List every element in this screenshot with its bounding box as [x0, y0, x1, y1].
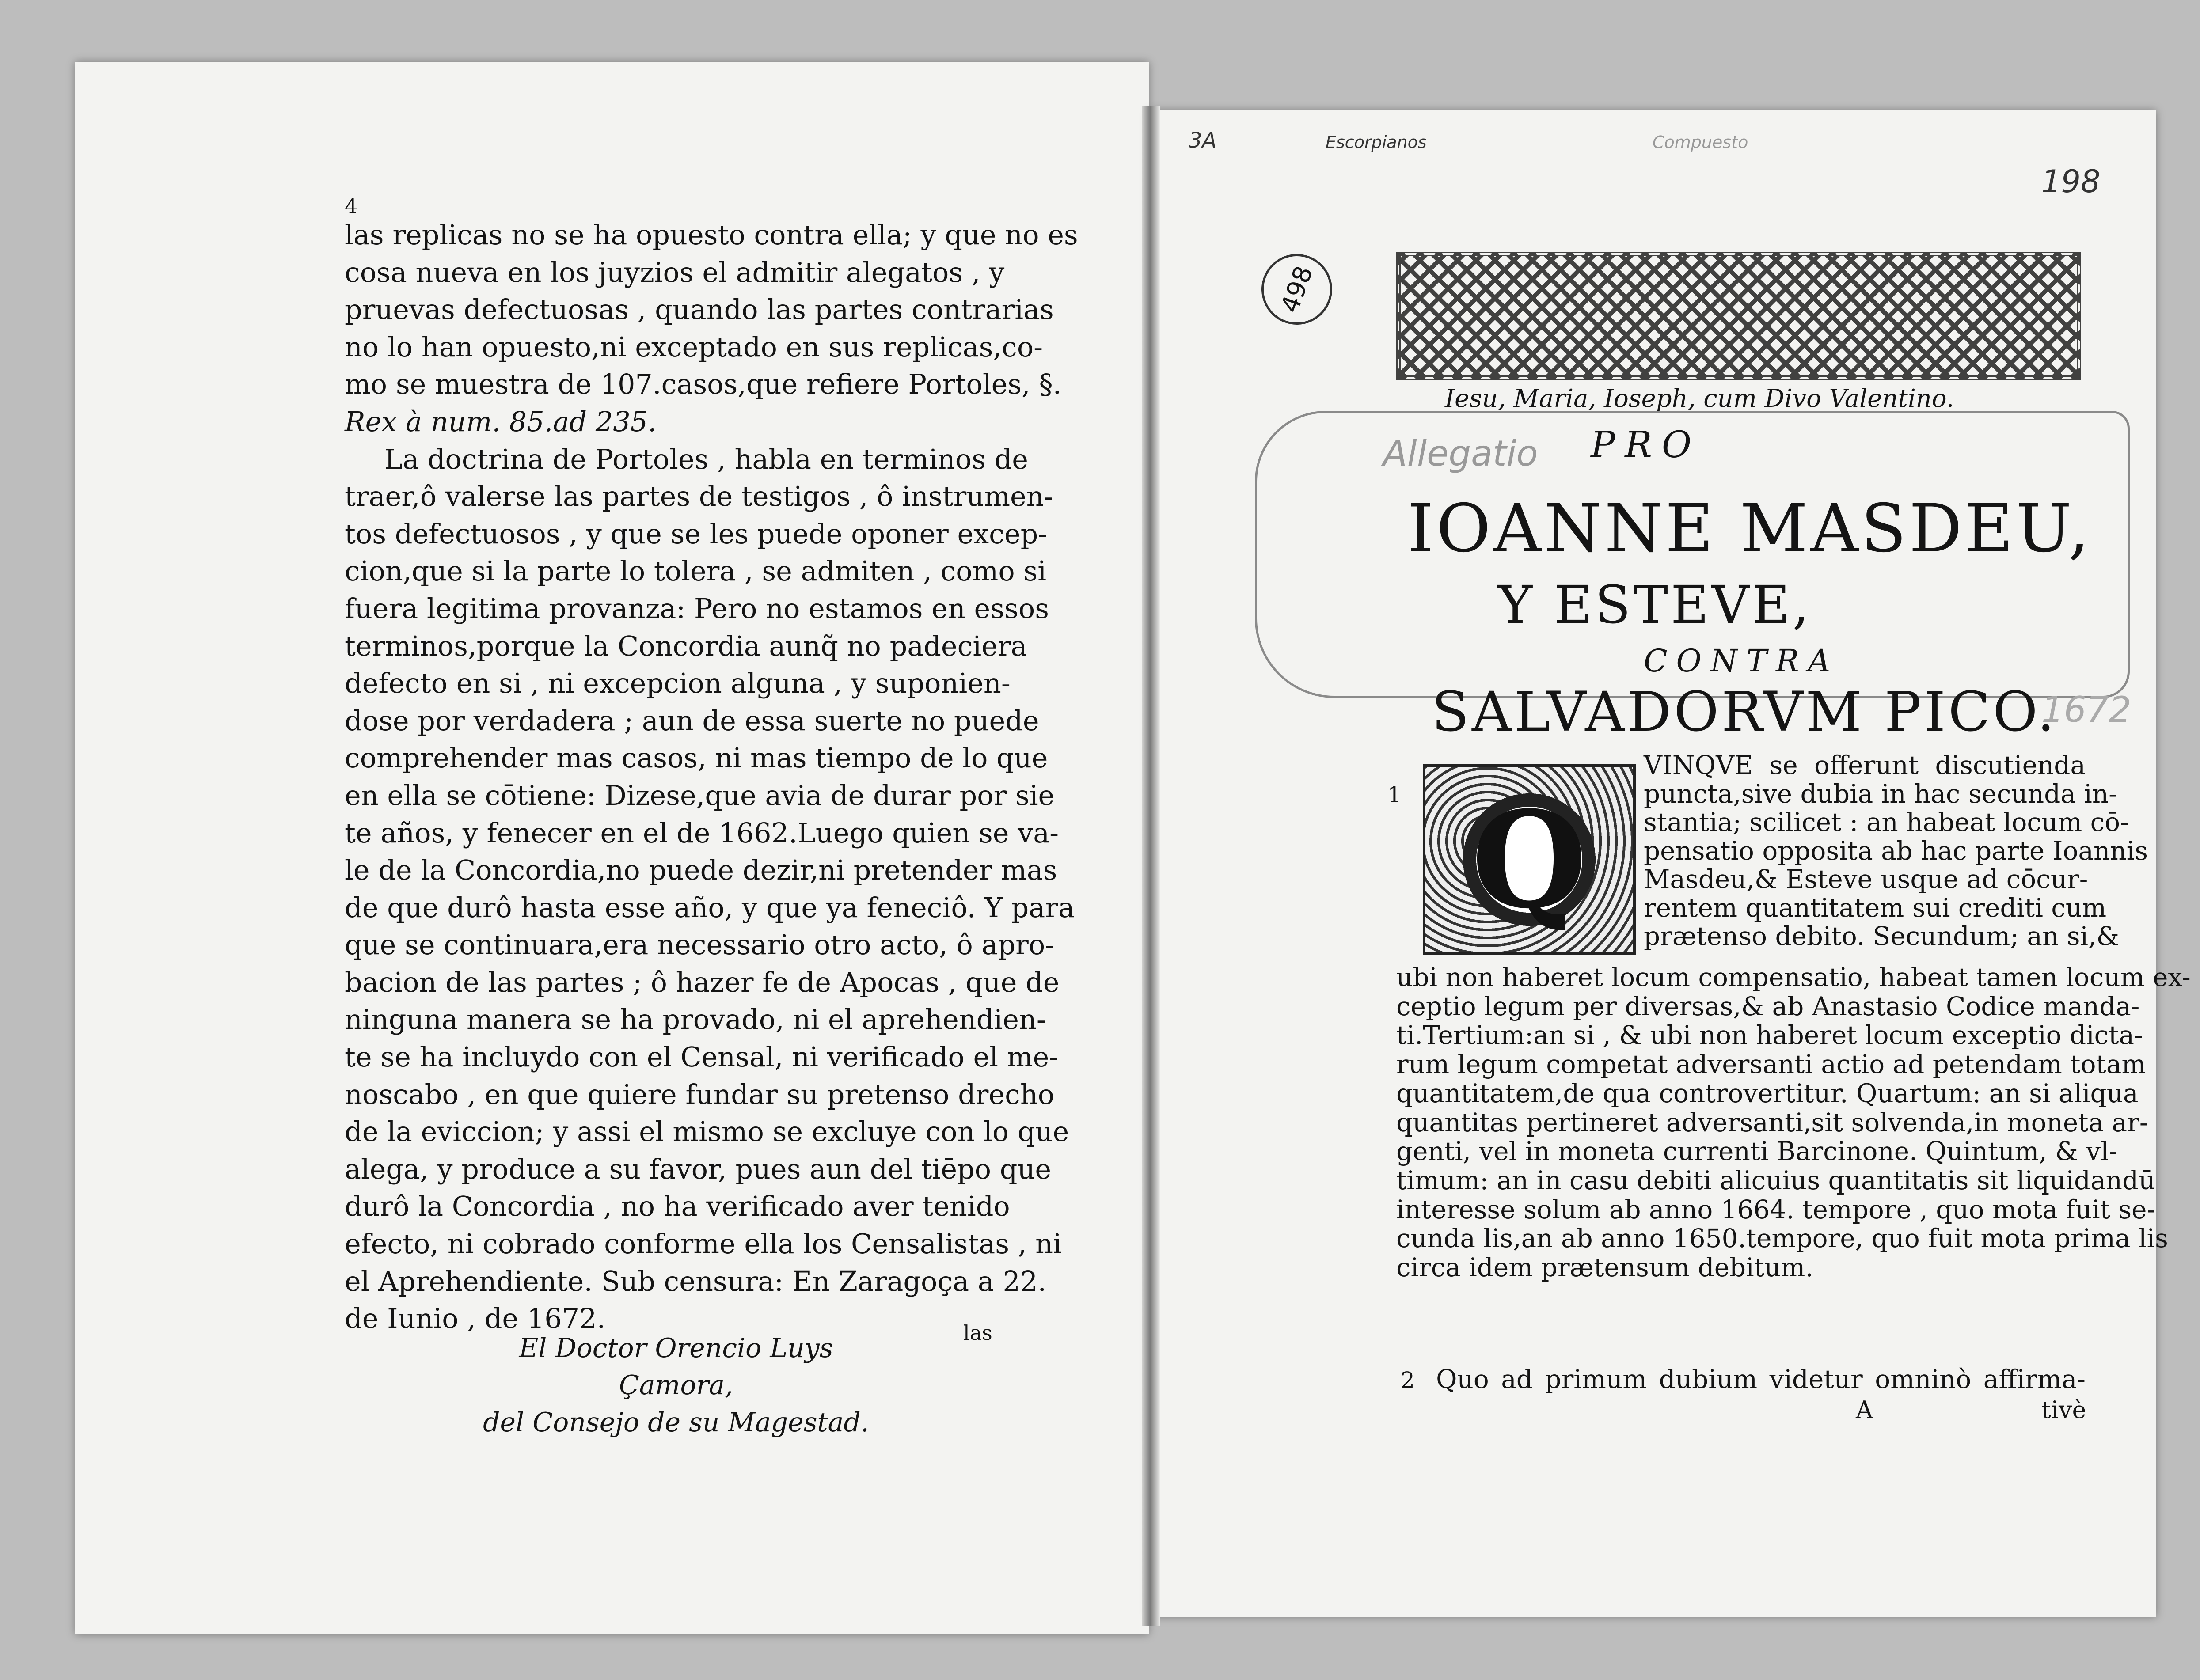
title-name-pico: SALVADORVM PICO. — [1432, 680, 2057, 744]
text-line: circa idem prætensum debitum. — [1396, 1252, 1813, 1283]
text-line: quantitatem,de qua controvertitur. Quartum: an si aliqua — [1396, 1078, 2139, 1108]
text-line: La doctrina de Portoles , habla en terminos de — [384, 443, 1028, 475]
text-line: durô la Concordia , no ha verificado aver tenido — [345, 1190, 1010, 1223]
signature-mark: A — [1856, 1396, 1873, 1424]
text-line: noscabo , en que quiere fundar su pretenso drecho — [345, 1078, 1055, 1111]
ornamental-headpiece — [1396, 252, 2081, 380]
text-line: cosa nueva en los juyzios el admitir alegatos , y — [345, 256, 1005, 288]
text-line: timum: an in casu debiti alicuius quantitatis sit liquidandū — [1396, 1165, 2155, 1195]
text-line: rentem quantitatem sui crediti cum — [1644, 892, 2107, 923]
text-line: en ella se cōtiene: Dizese,que avia de durar por sie — [345, 779, 1055, 812]
text-line: de Iunio , de 1672. — [345, 1302, 606, 1335]
signature-name: El Doctor Orencio Luys Çamora, — [519, 1333, 833, 1401]
page-number: 4 — [345, 194, 358, 218]
invocation-line: Iesu, Maria, Ioseph, cum Divo Valentino. — [1445, 384, 1954, 413]
text-line: ceptio legum per diversas,& ab Anastasio Codice manda- — [1396, 991, 2140, 1021]
text-line: pensatio opposita ab hac parte Ioannis — [1644, 835, 2148, 866]
decorated-drop-cap: Q — [1423, 764, 1636, 955]
text-line: comprehender mas casos, ni mas tiempo de lo que — [345, 742, 1048, 774]
text-line: traer,ô valerse las partes de testigos , ô instrumen- — [345, 480, 1053, 513]
text-line: no lo han opuesto,ni exceptado en sus replicas,co- — [345, 330, 1043, 363]
book-spine — [1142, 106, 1160, 1626]
title-name-esteve: Y ESTEVE, — [1498, 574, 1812, 635]
text-line: el Aprehendiente. Sub censura: En Zaragoça a 22. — [345, 1265, 1047, 1297]
text-line: ubi non haberet locum compensatio, habeat tamen locum ex- — [1396, 962, 2191, 992]
text-line: Rex à num. 85.ad 235. — [345, 405, 657, 438]
paragraph-marker-2: 2 — [1401, 1367, 1415, 1393]
right-page-body — [1396, 962, 2191, 1283]
left-page-body — [345, 216, 1078, 1338]
margin-year: 1672 — [2041, 689, 2132, 730]
text-line: puncta,sive dubia in hac secunda in- — [1644, 778, 2117, 809]
text-line: prætenso debito. Secundum; an si,& — [1644, 921, 2120, 951]
text-line: de la eviccion; y assi el mismo se excluye con lo que — [345, 1115, 1069, 1148]
text-line: ninguna manera se ha provado, ni el aprehendien- — [345, 1003, 1046, 1036]
text-line: pruevas defectuosas , quando las partes contrarias — [345, 293, 1054, 326]
text-line: mo se muestra de 107.casos,que refiere Portoles, §. — [345, 368, 1062, 401]
paragraph-marker-1: 1 — [1387, 782, 1402, 808]
right-page-last-line: Quo ad primum dubium videtur omninò affirma- — [1436, 1364, 2086, 1394]
title-contra: CONTRA — [1644, 643, 1839, 679]
text-line: rum legum competat adversanti actio ad petendam totam — [1396, 1049, 2146, 1080]
signature-title: del Consejo de su Magestad. — [483, 1407, 869, 1438]
text-line: interesse solum ab anno 1664. tempore , quo mota fuit se- — [1396, 1194, 2156, 1225]
text-line: tos defectuosos , y que se les puede oponer excep- — [345, 517, 1048, 550]
text-line: que se continuara,era necessario otro acto, ô apro- — [345, 929, 1055, 961]
margin-note-allegatio: Allegatio — [1383, 433, 1538, 474]
text-line: las replicas no se ha opuesto contra ella; y que no es — [345, 219, 1078, 251]
text-line: efecto, ni cobrado conforme ella los Censalistas , ni — [345, 1228, 1062, 1260]
text-line: te años, y fenecer en el de 1662.Luego quien se va- — [345, 816, 1059, 849]
handwritten-note-1: Escorpianos — [1326, 133, 1427, 152]
text-line: ti.Tertium:an si , & ubi non haberet locum exceptio dicta- — [1396, 1020, 2143, 1050]
signature-block — [477, 1330, 875, 1441]
text-line: le de la Concordia,no puede dezir,ni pretender mas — [345, 854, 1057, 887]
title-name-masdeu: IOANNE MASDEU, — [1407, 490, 2092, 567]
catchword-right: tivè — [2041, 1396, 2086, 1424]
text-line: terminos,porque la Concordia aunq̃ no padeciera — [345, 630, 1027, 662]
right-page-lines-beside-cap — [1644, 750, 2148, 951]
circled-number-stamp: 498 — [1251, 244, 1342, 334]
handwritten-note-2: Compuesto — [1653, 133, 1748, 152]
handwritten-shelfmark: 3A — [1189, 128, 1217, 153]
text-line: fuera legitima provanza: Pero no estamos en essos — [345, 592, 1049, 625]
text-line: alega, y produce a su favor, pues aun del tiēpo que — [345, 1153, 1052, 1185]
text-line: genti, vel in moneta currenti Barcinone. Quintum, & vl- — [1396, 1136, 2118, 1167]
folio-number: 198 — [2041, 163, 2101, 200]
text-line: cion,que si la parte lo tolera , se admiten , como si — [345, 555, 1047, 588]
title-pro: PRO — [1591, 424, 1702, 466]
text-line: dose por verdadera ; aun de essa suerte no puede — [345, 704, 1039, 737]
text-line: stantia; scilicet : an habeat locum cō- — [1644, 807, 2129, 837]
text-line: cunda lis,an ab anno 1650.tempore, quo fuit mota prima lis — [1396, 1223, 2168, 1254]
text-line: defecto en si , ni excepcion alguna , y suponien- — [345, 667, 1011, 700]
catchword-left: las — [963, 1321, 992, 1345]
text-line: Masdeu,& Esteve usque ad cōcur- — [1644, 864, 2088, 894]
text-line: de que durô hasta esse año, y que ya feneciô. Y para — [345, 891, 1075, 924]
text-line: bacion de las partes ; ô hazer fe de Apocas , que de — [345, 966, 1060, 998]
text-line: te se ha incluydo con el Censal, ni verificado el me- — [345, 1041, 1059, 1073]
text-line: quantitas pertineret adversanti,sit solvenda,in moneta ar- — [1396, 1107, 2148, 1138]
text-line: VINQVE se offerunt discutienda — [1644, 750, 2086, 780]
